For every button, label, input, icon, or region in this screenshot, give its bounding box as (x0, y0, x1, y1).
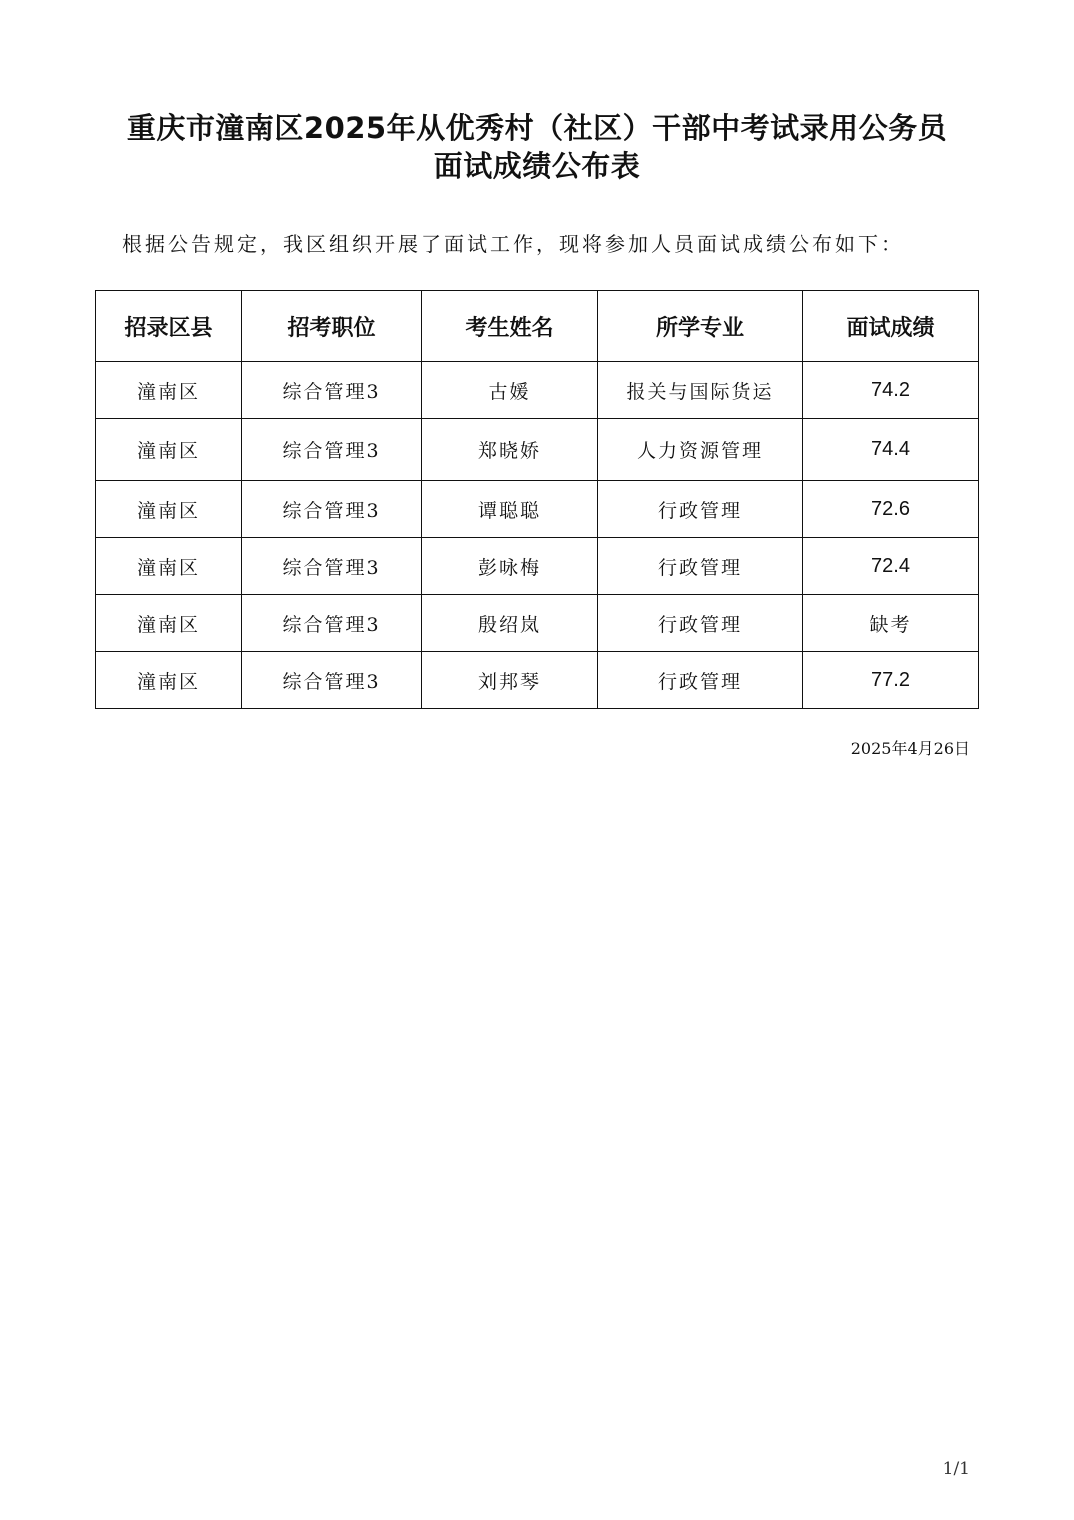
cell-district: 潼南区 (96, 419, 242, 481)
cell-interview-score: 72.4 (803, 538, 979, 595)
header-candidate-name: 考生姓名 (422, 291, 598, 362)
cell-district: 潼南区 (96, 595, 242, 652)
cell-major: 行政管理 (598, 652, 803, 709)
cell-district: 潼南区 (96, 362, 242, 419)
cell-candidate-name: 殷绍岚 (422, 595, 598, 652)
header-major: 所学专业 (598, 291, 803, 362)
intro-paragraph: 根据公告规定，我区组织开展了面试工作，现将参加人员面试成绩公布如下： (122, 232, 904, 256)
cell-interview-score: 77.2 (803, 652, 979, 709)
cell-interview-score: 74.4 (803, 419, 979, 481)
cell-candidate-name: 古媛 (422, 362, 598, 419)
document-title-line-1: 重庆市潼南区2025年从优秀村（社区）干部中考试录用公务员 (126, 111, 948, 145)
cell-candidate-name: 谭聪聪 (422, 481, 598, 538)
header-position: 招考职位 (242, 291, 422, 362)
cell-candidate-name: 郑晓娇 (422, 419, 598, 481)
cell-district: 潼南区 (96, 652, 242, 709)
table-row (96, 538, 979, 595)
interview-score-table (95, 290, 979, 709)
cell-position: 综合管理3 (242, 595, 422, 652)
cell-major: 报关与国际货运 (598, 362, 803, 419)
cell-major: 人力资源管理 (598, 419, 803, 481)
cell-interview-score: 74.2 (803, 362, 979, 419)
cell-interview-score: 72.6 (803, 481, 979, 538)
publication-date: 2025年4月26日 (850, 739, 970, 758)
cell-position: 综合管理3 (242, 419, 422, 481)
header-interview-score: 面试成绩 (803, 291, 979, 362)
document-title-line-2: 面试成绩公布表 (433, 149, 641, 183)
table-row (96, 419, 979, 481)
cell-position: 综合管理3 (242, 481, 422, 538)
cell-interview-score: 缺考 (803, 595, 979, 652)
table-row (96, 595, 979, 652)
cell-position: 综合管理3 (242, 362, 422, 419)
cell-position: 综合管理3 (242, 538, 422, 595)
cell-major: 行政管理 (598, 481, 803, 538)
cell-position: 综合管理3 (242, 652, 422, 709)
table-row (96, 481, 979, 538)
page-number: 1/1 (942, 1459, 970, 1479)
table-header-row (96, 291, 979, 362)
cell-district: 潼南区 (96, 538, 242, 595)
cell-major: 行政管理 (598, 538, 803, 595)
table-row (96, 652, 979, 709)
cell-major: 行政管理 (598, 595, 803, 652)
cell-candidate-name: 彭咏梅 (422, 538, 598, 595)
table-row (96, 362, 979, 419)
cell-district: 潼南区 (96, 481, 242, 538)
cell-candidate-name: 刘邦琴 (422, 652, 598, 709)
header-district: 招录区县 (96, 291, 242, 362)
